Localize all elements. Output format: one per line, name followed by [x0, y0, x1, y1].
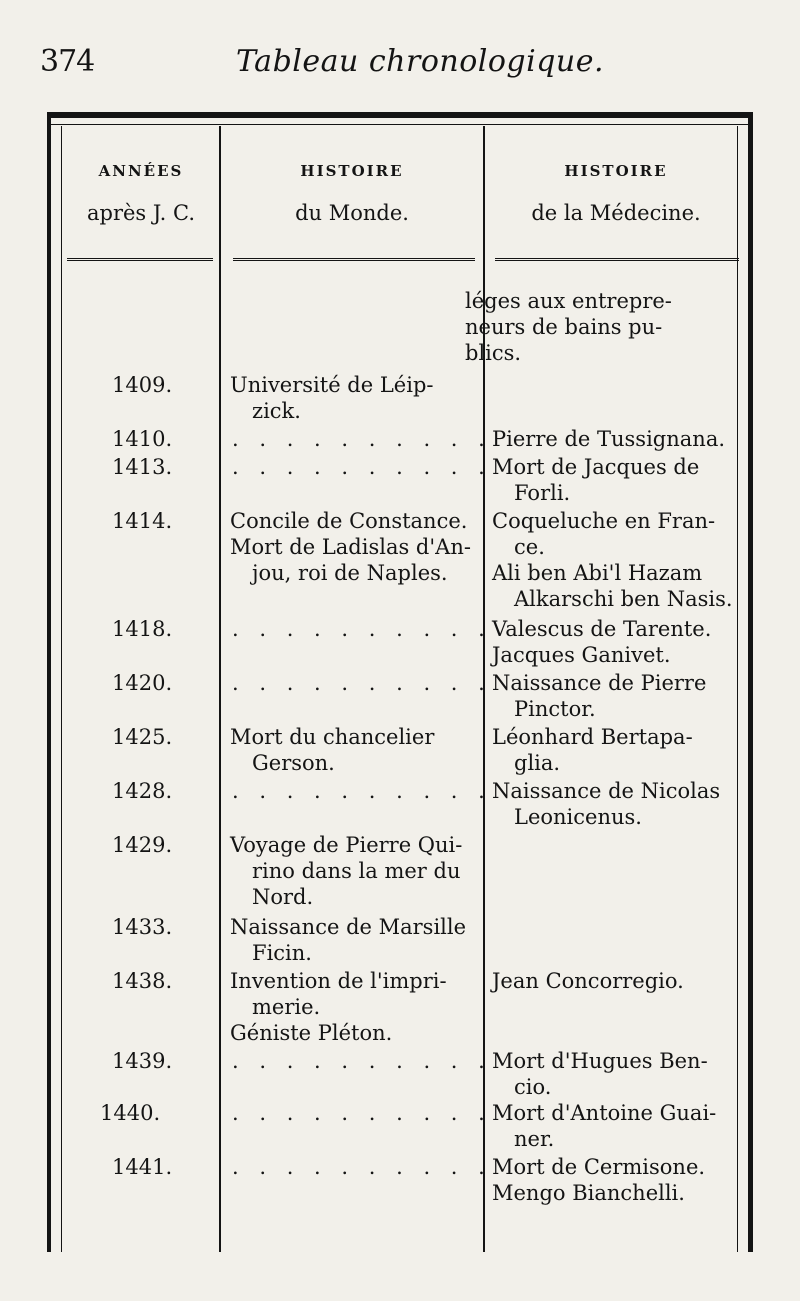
med-line: Mort de Cermisone. [492, 1155, 706, 1179]
med-line: léges aux entrepre- [465, 289, 672, 313]
world-line: Mort de Ladislas d'An- [230, 535, 471, 559]
year-1418: 1418. [112, 617, 173, 641]
row-5-medicine [492, 616, 786, 668]
year-1414: 1414. [112, 509, 173, 533]
med-line: neurs de bains pu- [465, 315, 663, 339]
header-rule-2 [233, 258, 475, 261]
med-line: Leonicenus. [514, 805, 642, 829]
header-years-small: ANNÉES [98, 162, 184, 180]
world-line: Naissance de Marsille [230, 915, 467, 939]
row-4-medicine [492, 508, 786, 612]
row-2-world-dots: . . . . . . . . . . [232, 427, 492, 451]
med-line: Jean Concorregio. [492, 969, 684, 993]
header-medicine-big: de la Médecine. [531, 201, 701, 225]
year-1410: 1410. [112, 427, 173, 451]
row-7-medicine [492, 724, 786, 776]
med-line: Ali ben Abi'l Hazam [492, 561, 703, 585]
world-line: Nord. [252, 885, 314, 909]
header-rule-1 [67, 258, 213, 261]
med-line: Pinctor. [514, 697, 596, 721]
year-1425: 1425. [112, 725, 173, 749]
world-line: Voyage de Pierre Qui- [230, 833, 463, 857]
world-line: Concile de Constance. [230, 509, 468, 533]
world-line: Gerson. [252, 751, 335, 775]
row-7-world [230, 724, 490, 776]
header-world-big: du Monde. [295, 201, 409, 225]
world-line: rino dans la mer du [252, 859, 461, 883]
row-5-world-dots: . . . . . . . . . . [232, 617, 492, 641]
world-line: Université de Léip- [230, 373, 434, 397]
row-10-world [230, 914, 490, 966]
header-medicine [487, 164, 745, 224]
world-line: Géniste Pléton. [230, 1021, 393, 1045]
year-1441: 1441. [112, 1155, 173, 1179]
world-line: jou, roi de Naples. [252, 561, 448, 585]
row-12-world-dots: . . . . . . . . . . [232, 1049, 492, 1073]
row-11-world [230, 968, 490, 1046]
page-number: 374 [40, 44, 95, 79]
med-line: Léonhard Bertapa- [492, 725, 693, 749]
row-14-medicine [492, 1154, 786, 1206]
world-line: Ficin. [252, 941, 312, 965]
year-1429: 1429. [112, 833, 173, 857]
row-8-medicine [492, 778, 786, 830]
row-2-medicine [492, 426, 786, 452]
row-13-world-dots: . . . . . . . . . . [232, 1101, 492, 1125]
row-12-medicine [492, 1048, 786, 1100]
row-3-medicine [492, 454, 786, 506]
row-3-world-dots: . . . . . . . . . . [232, 455, 492, 479]
year-1438: 1438. [112, 969, 173, 993]
row-9-world [230, 832, 490, 910]
header-rule-3 [495, 258, 739, 261]
year-1433: 1433. [112, 915, 173, 939]
year-1413: 1413. [112, 455, 173, 479]
row-8-world-dots: . . . . . . . . . . [232, 779, 492, 803]
row-6-medicine [492, 670, 786, 722]
world-line: Mort du chancelier [230, 725, 435, 749]
med-line: Mort de Jacques de [492, 455, 700, 479]
header-world-small: HISTOIRE [300, 162, 404, 180]
row-4-world [230, 508, 490, 586]
med-line: ner. [514, 1127, 555, 1151]
world-line: zick. [252, 399, 301, 423]
med-line: blics. [465, 341, 522, 365]
med-line: glia. [514, 751, 561, 775]
med-line: Naissance de Nicolas [492, 779, 721, 803]
med-line: Coqueluche en Fran- [492, 509, 716, 533]
inner-top-rule [51, 124, 748, 125]
row-1-world [230, 372, 490, 424]
header-medicine-small: HISTOIRE [564, 162, 668, 180]
inner-left-rule [61, 126, 62, 1252]
med-line: ce. [514, 535, 545, 559]
world-line: merie. [252, 995, 321, 1019]
med-line: Alkarschi ben Nasis. [514, 587, 733, 611]
med-line: cio. [514, 1075, 552, 1099]
header-world [223, 164, 481, 224]
year-1409: 1409. [112, 373, 173, 397]
year-1439: 1439. [112, 1049, 173, 1073]
header-years [63, 164, 219, 224]
row-11-medicine [492, 968, 786, 994]
med-line: Jacques Ganivet. [492, 643, 671, 667]
row-0-medicine [443, 288, 737, 366]
row-6-world-dots: . . . . . . . . . . [232, 671, 492, 695]
world-line: Invention de l'impri- [230, 969, 447, 993]
row-13-medicine [492, 1100, 786, 1152]
running-title: Tableau chronologique. [236, 44, 605, 79]
med-line: Mort d'Antoine Guai- [492, 1101, 717, 1125]
year-1428: 1428. [112, 779, 173, 803]
med-line: Mengo Bianchelli. [492, 1181, 685, 1205]
med-line: Forli. [514, 481, 571, 505]
med-line: Mort d'Hugues Ben- [492, 1049, 708, 1073]
year-1420: 1420. [112, 671, 173, 695]
row-14-world-dots: . . . . . . . . . . [232, 1155, 492, 1179]
med-line: Naissance de Pierre [492, 671, 707, 695]
med-line: Pierre de Tussignana. [492, 427, 726, 451]
year-1440: 1440. [100, 1101, 161, 1125]
med-line: Valescus de Tarente. [492, 617, 712, 641]
header-years-big: après J. C. [86, 201, 195, 225]
